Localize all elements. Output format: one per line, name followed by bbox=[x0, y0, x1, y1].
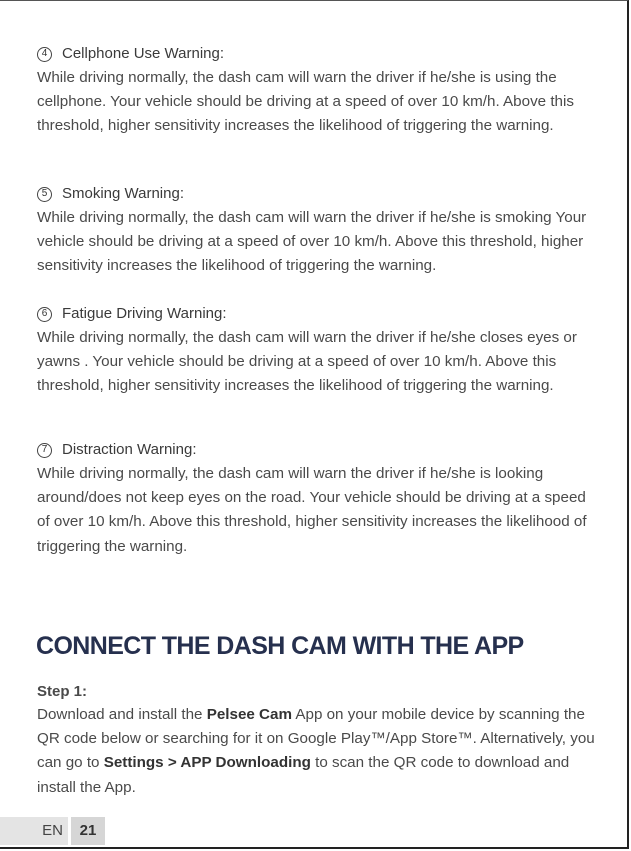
fatigue-warning-section bbox=[37, 303, 597, 399]
section-text: While driving normally, the dash cam will warn the driver if he/she is using the cellphone. Your vehicle should be driving at a speed of over 10 km/h. Above this threshold, higher sensitivity increases the likelihood of triggering the warning. bbox=[37, 69, 574, 135]
section-title: Cellphone Use Warning: bbox=[62, 45, 225, 62]
cellphone-warning-section bbox=[37, 43, 597, 139]
step-label: Step 1: bbox=[37, 683, 88, 700]
settings-path: Settings > APP Downloading bbox=[103, 754, 311, 772]
page-footer bbox=[0, 817, 105, 845]
step-1 bbox=[37, 681, 597, 800]
language-tab: EN bbox=[0, 817, 68, 845]
smoking-warning-section bbox=[37, 183, 597, 279]
app-name: Pelsee Cam bbox=[206, 706, 292, 723]
section-title: Fatigue Driving Warning: bbox=[62, 305, 227, 322]
section-heading bbox=[37, 183, 597, 205]
circled-number: 7 bbox=[37, 443, 52, 458]
section-text: While driving normally, the dash cam will warn the driver if he/she is looking around/does not keep eyes on the road. Your vehicle should be driving at a speed of over 10 km/h. Above this threshold, higher sensitivity increases the likelihood of triggering the warning. bbox=[37, 465, 587, 555]
section-heading bbox=[37, 439, 597, 461]
section-title: Smoking Warning: bbox=[62, 185, 184, 202]
distraction-warning-section bbox=[37, 439, 597, 559]
step-text-part: to scan the QR code to download and install the App. bbox=[37, 754, 570, 796]
section-title: Distraction Warning: bbox=[62, 441, 197, 458]
circled-number: 4 bbox=[37, 47, 52, 62]
circled-number: 5 bbox=[37, 187, 52, 202]
page-number: 21 bbox=[71, 817, 105, 845]
circled-number: 6 bbox=[37, 307, 52, 322]
section-text: While driving normally, the dash cam will warn the driver if he/she closes eyes or yawns . Your vehicle should be driving at a speed of over 10 km/h. Above this threshold, higher sensitivity increases the likelihood of triggering the warning. bbox=[37, 329, 577, 395]
step-text bbox=[37, 703, 597, 800]
section-heading bbox=[37, 303, 597, 325]
section-text: While driving normally, the dash cam will warn the driver if he/she is smoking Your vehicle should be driving at a speed of over 10 km/h. Above this threshold, higher sensitivity increases the likelihood of triggering the warning. bbox=[37, 209, 587, 275]
step-text-part: Download and install the bbox=[37, 706, 207, 723]
connect-app-heading: CONNECT THE DASH CAM WITH THE APP bbox=[36, 632, 524, 660]
section-heading bbox=[37, 43, 597, 65]
step-text-part: App on your mobile device by scanning the QR code below or searching for it on Google Play™/App Store™. Alternatively, you can go to bbox=[37, 706, 595, 772]
